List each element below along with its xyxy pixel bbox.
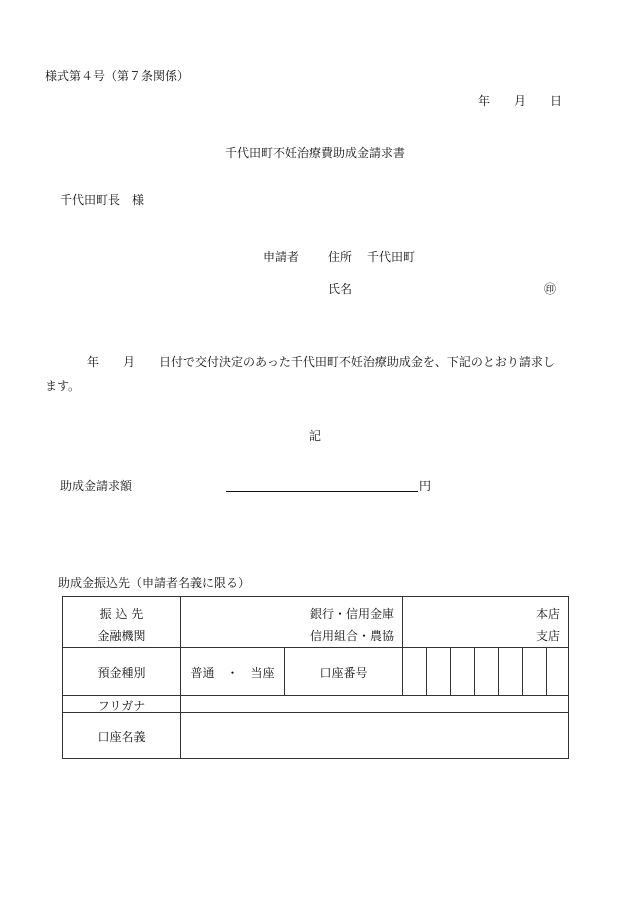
- transfer-table: [62, 596, 569, 759]
- address-label: 住所: [328, 250, 353, 264]
- account-digit-3[interactable]: [451, 648, 475, 696]
- branch-sub: 支店: [536, 629, 561, 643]
- account-digit-1[interactable]: [403, 648, 427, 696]
- body-line-2: ます。: [45, 379, 81, 393]
- applicant-label: 申請者: [263, 250, 300, 264]
- account-digit-4[interactable]: [475, 648, 499, 696]
- addressee: 千代田町長 様: [60, 193, 145, 207]
- account-number-label-cell: [285, 648, 403, 696]
- furigana-label-cell: [63, 696, 181, 713]
- bank-label-cell: [63, 597, 181, 648]
- bank-name-cell[interactable]: [181, 597, 403, 648]
- deposit-type-label: 預金種別: [97, 666, 146, 680]
- amount-unit: 円: [419, 479, 432, 493]
- bank-label-bottom: 金融機関: [97, 629, 146, 643]
- account-digit-2[interactable]: [427, 648, 451, 696]
- document-title: 千代田町不妊治療費助成金請求書: [224, 146, 405, 160]
- body-line-1: 年 月 日付で交付決定のあった千代田町不妊治療助成金を、下記のとおり請求し: [87, 355, 555, 369]
- amount-input-line[interactable]: [226, 491, 418, 492]
- amount-label: 助成金請求額: [60, 479, 133, 493]
- branch-main: 本店: [536, 607, 561, 621]
- account-holder-label-cell: [63, 713, 181, 759]
- account-holder-input[interactable]: [181, 713, 569, 759]
- transfer-heading: 助成金振込先（申請者名義に限る）: [58, 576, 251, 590]
- form-reference: 様式第４号（第７条関係）: [45, 69, 190, 83]
- account-digit-7[interactable]: [547, 648, 569, 696]
- deposit-type-values: 普通 ・ 当座: [190, 666, 275, 680]
- account-holder-label: 口座名義: [97, 730, 146, 744]
- account-digit-5[interactable]: [499, 648, 523, 696]
- address-value: 千代田町: [367, 250, 416, 264]
- deposit-type-label-cell: [63, 648, 181, 696]
- furigana-label: フリガナ: [97, 699, 146, 713]
- deposit-type-options[interactable]: [181, 648, 285, 696]
- name-label: 氏名: [328, 282, 353, 296]
- furigana-input[interactable]: [181, 696, 569, 713]
- bank-type-bottom: 信用組合・農協: [309, 629, 394, 643]
- seal-mark: ㊞: [544, 282, 557, 296]
- ki-heading: 記: [308, 429, 321, 443]
- bank-label-top: 振 込 先: [99, 607, 144, 621]
- account-number-label: 口座番号: [319, 666, 368, 680]
- branch-cell[interactable]: [403, 597, 569, 648]
- date-field: 年 月 日: [478, 94, 563, 108]
- account-digit-6[interactable]: [523, 648, 547, 696]
- bank-type-top: 銀行・信用金庫: [309, 607, 394, 621]
